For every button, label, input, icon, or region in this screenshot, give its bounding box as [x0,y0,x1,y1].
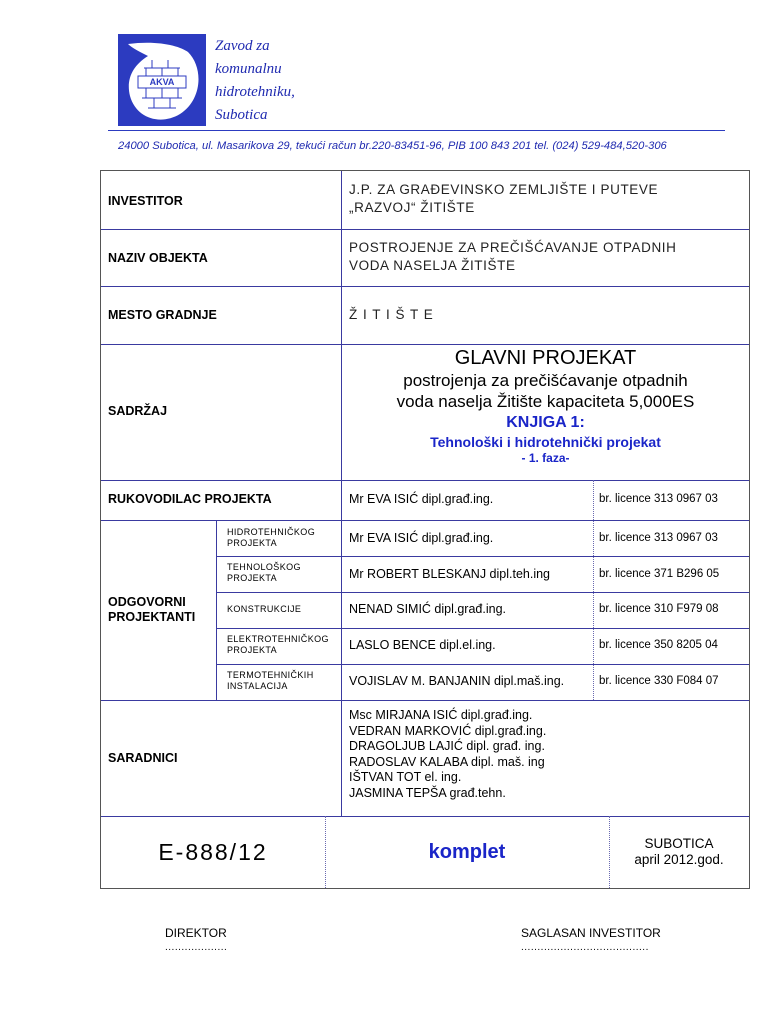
collaborator-name: JASMINA TEPŠA građ.tehn. [349,785,506,800]
title-block-table [100,170,750,889]
license-column-divider [593,480,594,700]
category-label [227,604,301,615]
book-subtitle: Tehnološki i hidrotehnički projekat [430,434,661,450]
date-label: april 2012.god. [634,852,724,867]
naziv-line: VODA NASELJA ŽITIŠTE [349,258,516,273]
company-line: komunalnu [215,61,282,77]
city-label: SUBOTICA [644,836,714,851]
saradnici-label: SARADNICI [108,751,178,765]
header-divider [108,130,725,131]
row-divider [216,664,749,665]
designer-name: LASLO BENCE dipl.el.ing. [349,638,496,652]
project-code: E-888/12 [158,839,268,865]
book-number: KNJIGA 1: [506,414,585,431]
mesto-label: MESTO GRADNJE [108,308,217,322]
designer-name: VOJISLAV M. BANJANIN dipl.maš.ing. [349,674,565,688]
designer-license: br. licence 330 F084 07 [599,675,719,687]
naziv-label: NAZIV OBJEKTA [108,251,208,265]
odgovorni-label [108,595,195,625]
row-divider [101,229,749,230]
rukovodilac-label: RUKOVODILAC PROJEKTA [108,492,272,506]
investitor-label: INVESTITOR [108,194,183,208]
company-address: 24000 Subotica, ul. Masarikova 29, tekući račun br.220-83451-96, PIB 100 843 201 tel. (024) 529-484,520-306 [118,140,667,152]
company-line: Zavod za [215,38,270,54]
collaborator-name: Msc MIRJANA ISIĆ dipl.građ.ing. [349,708,533,722]
designer-name: NENAD SIMIĆ dipl.građ.ing. [349,602,507,616]
project-description-line: postrojenja za prečišćavanje otpadnih [403,371,688,390]
category-line: KONSTRUKCIJE [227,604,302,614]
designer-license: br. licence 350 8205 04 [599,639,718,651]
row-divider [101,816,749,817]
row-divider [101,480,749,481]
category-line: PROJEKTA [227,645,278,655]
naziv-line: POSTROJENJE ZA PREČIŠĆAVANJE OTPADNIH [349,240,677,255]
category-label [227,562,301,584]
company-line: Subotica [215,107,268,123]
designer-name: Mr ROBERT BLESKANJ dipl.teh.ing [349,567,551,581]
row-divider [101,520,749,521]
company-line: hidrotehniku, [215,84,295,100]
designer-license: br. licence 371 B296 05 [599,568,720,580]
collaborators-list [349,708,546,801]
naziv-value [349,239,677,275]
investor-approval-label: SAGLASAN INVESTITOR [521,926,661,940]
investitor-value [349,181,658,217]
sadrzaj-label: SADRŽAJ [108,404,168,418]
designer-name: Mr EVA ISIĆ dipl.građ.ing. [349,531,494,545]
collaborator-name: VEDRAN MARKOVIĆ dipl.građ.ing. [349,723,547,738]
komplet-label: komplet [428,841,506,863]
category-label [227,527,315,549]
row-divider [216,556,749,557]
column-divider [341,171,342,816]
investitor-line: J.P. ZA GRAĐEVINSKO ZEMLJIŠTE I PUTEVE [349,182,659,197]
place-and-date [609,836,749,868]
collaborator-name: RADOSLAV KALABA dipl. maš. ing [349,754,545,769]
category-label [227,634,329,656]
odgovorni-label-line: ODGOVORNI [108,595,186,609]
rukovodilac-name: Mr EVA ISIĆ dipl.građ.ing. [349,492,494,506]
category-line: ELEKTROTEHNIČKOG [227,634,329,644]
company-name [215,35,295,127]
category-line: PROJEKTA [227,573,278,583]
row-divider [216,592,749,593]
category-line: INSTALACIJA [227,681,288,691]
project-title: GLAVNI PROJEKAT [454,347,637,369]
svg-text:AKVA: AKVA [149,77,175,87]
mesto-value: Ž I T I Š T E [349,307,434,322]
category-label [227,670,314,692]
collaborator-name: DRAGOLJUB LAJIĆ dipl. građ. ing. [349,739,545,753]
odgovorni-label-line: PROJEKTANTI [108,610,196,624]
investitor-line: „RAZVOJ“ ŽITIŠTE [349,200,475,215]
investor-signature-line: ....................................... [521,942,649,953]
designer-license: br. licence 310 F979 08 [599,603,719,615]
row-divider [101,700,749,701]
category-line: TEHNOLOŠKOG [227,562,301,572]
company-logo [118,34,206,126]
category-line: PROJEKTA [227,538,278,548]
director-signature-line: ................... [165,942,228,953]
category-line: HIDROTEHNIČKOG [227,527,316,537]
row-divider [216,628,749,629]
project-description-line: voda naselja Žitište kapaciteta 5,000ES [396,392,695,411]
rukovodilac-license: br. licence 313 0967 03 [599,493,718,505]
director-label: DIREKTOR [165,926,227,940]
phase-label: - 1. faza- [521,451,570,465]
column-divider [216,520,217,700]
designer-license: br. licence 313 0967 03 [599,532,718,544]
sadrzaj-content [342,345,749,466]
category-line: TERMOTEHNIČKIH [227,670,314,680]
water-drop-icon [118,34,206,126]
row-divider [101,286,749,287]
collaborator-name: IŠTVAN TOT el. ing. [349,770,462,784]
